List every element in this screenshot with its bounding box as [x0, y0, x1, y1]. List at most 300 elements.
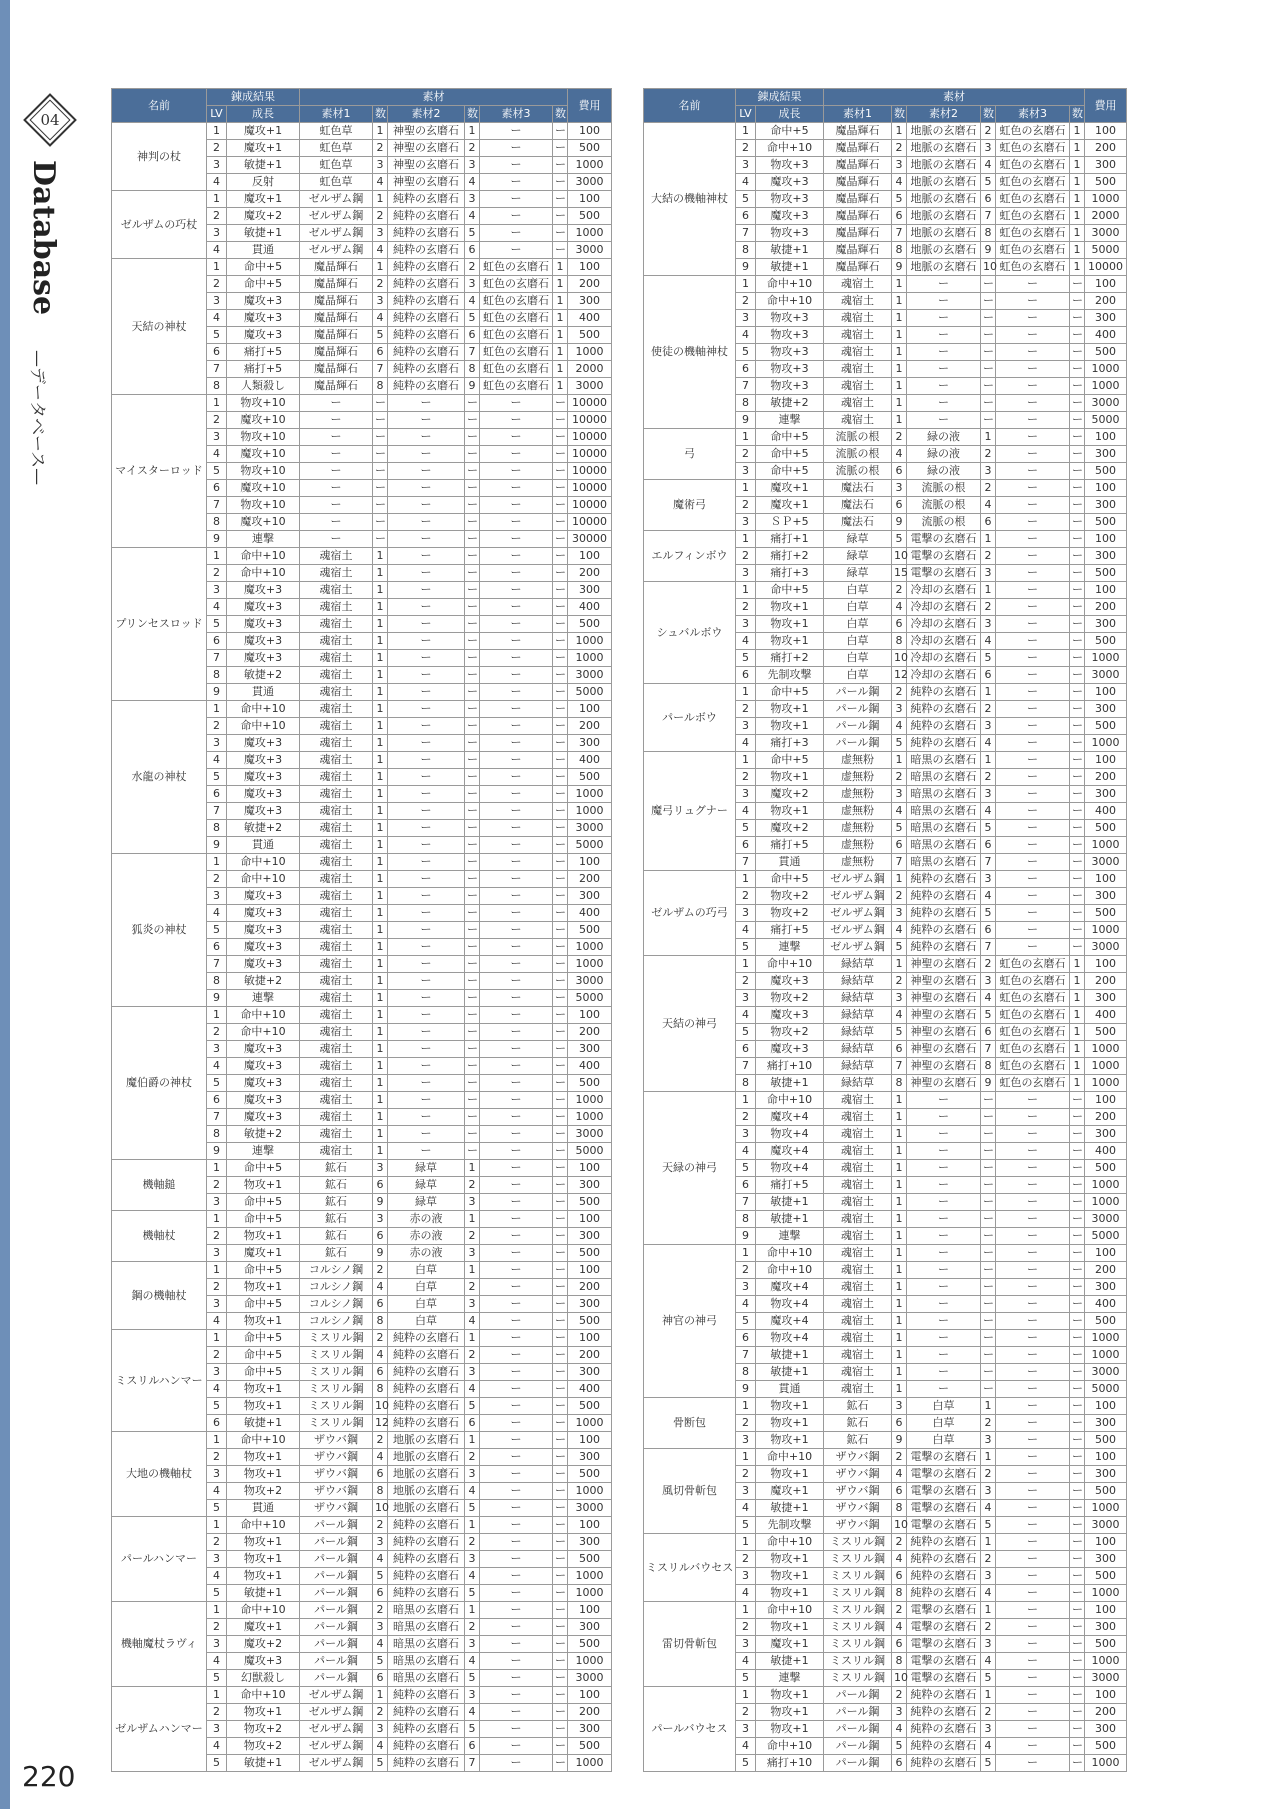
cell-count1: 6 — [892, 1041, 907, 1058]
cell-growth: 魔攻+10 — [227, 446, 300, 463]
cell-count1: 1 — [892, 276, 907, 293]
cell-material1: ゼルザム鋼 — [300, 242, 373, 259]
cell-cost: 200 — [568, 718, 612, 735]
cell-count1: 6 — [892, 1568, 907, 1585]
cell-material3: ー — [480, 191, 553, 208]
cell-count3: ー — [1070, 718, 1085, 735]
cell-material2: 地脈の玄磨石 — [388, 1466, 465, 1483]
cell-growth: 連撃 — [756, 1228, 824, 1245]
cell-cost: 500 — [1085, 1636, 1127, 1653]
cell-material1: コルシノ鋼 — [300, 1262, 373, 1279]
cell-lv: 4 — [736, 1143, 756, 1160]
cell-cost: 1000 — [568, 1755, 612, 1772]
cell-lv: 2 — [207, 1534, 227, 1551]
cell-cost: 400 — [568, 905, 612, 922]
cell-material3: ー — [480, 1143, 553, 1160]
cell-material2: 電撃の玄磨石 — [907, 531, 981, 548]
cell-count3: ー — [553, 1619, 568, 1636]
cell-material2: ー — [388, 1126, 465, 1143]
cell-material3: ー — [480, 973, 553, 990]
cell-count1: 1 — [892, 1245, 907, 1262]
cell-count3: ー — [553, 208, 568, 225]
cell-growth: 魔攻+4 — [756, 1313, 824, 1330]
cell-count1: 1 — [373, 1687, 388, 1704]
cell-count3: 1 — [553, 276, 568, 293]
cell-material1: 白草 — [824, 616, 892, 633]
cell-cost: 5000 — [1085, 242, 1127, 259]
cell-lv: 7 — [736, 854, 756, 871]
cell-material3: ー — [480, 1619, 553, 1636]
cell-cost: 400 — [568, 599, 612, 616]
cell-lv: 5 — [736, 1517, 756, 1534]
item-name: 魔伯爵の神杖 — [112, 1007, 207, 1160]
cell-count3: ー — [553, 871, 568, 888]
cell-material2: 純粋の玄磨石 — [388, 242, 465, 259]
cell-lv: 9 — [736, 412, 756, 429]
cell-count1: 10 — [892, 548, 907, 565]
cell-lv: 8 — [207, 973, 227, 990]
cell-count3: ー — [553, 1721, 568, 1738]
cell-count2: ー — [465, 633, 480, 650]
cell-cost: 300 — [1085, 497, 1127, 514]
cell-lv: 1 — [736, 1687, 756, 1704]
table-row — [644, 1245, 1127, 1262]
cell-lv: 8 — [736, 1211, 756, 1228]
cell-count2: 3 — [465, 1245, 480, 1262]
cell-growth: 魔攻+3 — [756, 973, 824, 990]
cell-count2: 8 — [981, 1058, 996, 1075]
cell-count1: 1 — [892, 1109, 907, 1126]
cell-material3: ー — [996, 667, 1070, 684]
cell-material1: 魂宿土 — [300, 1092, 373, 1109]
header-count: 数 — [553, 106, 568, 123]
cell-lv: 3 — [736, 718, 756, 735]
cell-material2: 暗黒の玄磨石 — [907, 837, 981, 854]
cell-count3: 1 — [1070, 174, 1085, 191]
cell-count2: ー — [465, 497, 480, 514]
cell-material2: 純粋の玄磨石 — [388, 310, 465, 327]
cell-count1: 4 — [373, 310, 388, 327]
cell-material3: ー — [996, 1330, 1070, 1347]
cell-count1: 5 — [373, 1755, 388, 1772]
cell-count1: 1 — [373, 1007, 388, 1024]
cell-count1: 8 — [373, 378, 388, 395]
cell-growth: 先制攻撃 — [756, 1517, 824, 1534]
cell-cost: 1000 — [568, 956, 612, 973]
cell-count3: ー — [553, 531, 568, 548]
cell-material1: 魂宿土 — [824, 1262, 892, 1279]
cell-material2: ー — [907, 1262, 981, 1279]
item-name: マイスターロッド — [112, 395, 207, 548]
cell-material1: 白草 — [824, 650, 892, 667]
cell-material2: 電撃の玄磨石 — [907, 1483, 981, 1500]
cell-count1: 1 — [373, 1024, 388, 1041]
cell-material1: 魔法石 — [824, 480, 892, 497]
cell-count1: 1 — [892, 752, 907, 769]
cell-material2: 冷却の玄磨石 — [907, 633, 981, 650]
cell-count2: ー — [465, 446, 480, 463]
cell-material2: 白草 — [388, 1262, 465, 1279]
cell-material2: 純粋の玄磨石 — [388, 191, 465, 208]
cell-growth: 魔攻+4 — [756, 1109, 824, 1126]
cell-count3: 1 — [1070, 1058, 1085, 1075]
cell-growth: 命中+5 — [756, 871, 824, 888]
cell-lv: 1 — [736, 480, 756, 497]
cell-material3: ー — [996, 1194, 1070, 1211]
cell-material1: 虚無粉 — [824, 820, 892, 837]
cell-cost: 200 — [1085, 140, 1127, 157]
header-mat3: 素材3 — [480, 106, 553, 123]
cell-material1: 魂宿土 — [824, 1211, 892, 1228]
cell-count1: 3 — [892, 905, 907, 922]
table-row — [112, 1330, 612, 1347]
cell-material3: ー — [996, 1109, 1070, 1126]
cell-growth: ＳＰ+5 — [756, 514, 824, 531]
cell-count1: 2 — [373, 1704, 388, 1721]
cell-lv: 2 — [207, 1449, 227, 1466]
cell-material3: ー — [996, 1551, 1070, 1568]
cell-count3: ー — [553, 854, 568, 871]
cell-lv: 3 — [207, 1364, 227, 1381]
cell-growth: 物攻+1 — [756, 1585, 824, 1602]
cell-material2: ー — [907, 1313, 981, 1330]
cell-cost: 200 — [568, 1347, 612, 1364]
cell-count3: ー — [1070, 1364, 1085, 1381]
cell-count1: 3 — [892, 1704, 907, 1721]
cell-count2: 3 — [981, 463, 996, 480]
cell-count2: 2 — [465, 1449, 480, 1466]
cell-count3: ー — [553, 1755, 568, 1772]
cell-growth: 人類殺し — [227, 378, 300, 395]
cell-material1: パール鋼 — [300, 1534, 373, 1551]
cell-count2: ー — [465, 1058, 480, 1075]
cell-growth: 物攻+1 — [756, 1551, 824, 1568]
cell-count3: ー — [553, 1160, 568, 1177]
cell-material3: ー — [480, 854, 553, 871]
cell-material3: ー — [480, 1449, 553, 1466]
cell-material1: 魂宿土 — [824, 1092, 892, 1109]
item-name: ミスリルバウセス — [644, 1534, 736, 1602]
cell-growth: 敏捷+1 — [227, 1585, 300, 1602]
cell-count2: 3 — [465, 276, 480, 293]
cell-count2: 3 — [981, 1483, 996, 1500]
cell-material2: 神聖の玄磨石 — [907, 1024, 981, 1041]
cell-material1: ミスリル鋼 — [824, 1670, 892, 1687]
cell-material1: 鉱石 — [300, 1245, 373, 1262]
cell-count3: ー — [553, 140, 568, 157]
cell-count3: ー — [1070, 667, 1085, 684]
cell-lv: 4 — [207, 446, 227, 463]
cell-count1: 1 — [373, 650, 388, 667]
cell-material2: 地脈の玄磨石 — [388, 1449, 465, 1466]
cell-material1: コルシノ鋼 — [300, 1296, 373, 1313]
cell-growth: 物攻+3 — [756, 310, 824, 327]
cell-growth: 貫通 — [227, 242, 300, 259]
cell-count3: ー — [553, 1347, 568, 1364]
cell-count2: ー — [981, 1092, 996, 1109]
cell-growth: 痛打+10 — [756, 1058, 824, 1075]
cell-count2: ー — [465, 905, 480, 922]
header-materials: 素材 — [300, 89, 568, 106]
cell-count2: ー — [465, 480, 480, 497]
cell-lv: 3 — [207, 293, 227, 310]
cell-growth: 物攻+1 — [756, 1466, 824, 1483]
cell-material3: ー — [996, 1279, 1070, 1296]
cell-count1: 3 — [373, 1534, 388, 1551]
cell-count2: ー — [465, 412, 480, 429]
cell-material3: ー — [480, 871, 553, 888]
cell-material2: 流脈の根 — [907, 480, 981, 497]
cell-material3: ー — [480, 752, 553, 769]
cell-cost: 100 — [568, 1007, 612, 1024]
cell-growth: 敏捷+1 — [756, 1211, 824, 1228]
cell-growth: 物攻+3 — [756, 157, 824, 174]
cell-count2: 2 — [981, 599, 996, 616]
cell-lv: 2 — [736, 599, 756, 616]
cell-growth: 命中+10 — [227, 1517, 300, 1534]
cell-material3: 虹色の玄磨石 — [996, 1058, 1070, 1075]
cell-count2: ー — [981, 1262, 996, 1279]
cell-material1: ー — [300, 412, 373, 429]
cell-count3: ー — [553, 599, 568, 616]
cell-material2: ー — [907, 1194, 981, 1211]
table-row — [644, 1534, 1127, 1551]
cell-material1: ゼルザム鋼 — [300, 1721, 373, 1738]
cell-cost: 300 — [1085, 1551, 1127, 1568]
cell-count3: ー — [1070, 1381, 1085, 1398]
cell-growth: 物攻+1 — [227, 1313, 300, 1330]
cell-lv: 5 — [736, 191, 756, 208]
cell-count1: 6 — [373, 344, 388, 361]
cell-cost: 1000 — [568, 157, 612, 174]
cell-count3: ー — [553, 1041, 568, 1058]
cell-cost: 100 — [1085, 684, 1127, 701]
cell-material2: 神聖の玄磨石 — [388, 123, 465, 140]
cell-growth: 魔攻+3 — [756, 174, 824, 191]
cell-lv: 6 — [207, 786, 227, 803]
cell-lv: 2 — [207, 208, 227, 225]
table-row — [112, 395, 612, 412]
cell-material3: 虹色の玄磨石 — [996, 1007, 1070, 1024]
cell-lv: 4 — [207, 752, 227, 769]
cell-count2: 3 — [465, 1364, 480, 1381]
item-name: パールボウ — [644, 684, 736, 752]
cell-material2: ー — [907, 1160, 981, 1177]
cell-count3: ー — [1070, 905, 1085, 922]
cell-cost: 300 — [568, 735, 612, 752]
cell-count2: 5 — [981, 1755, 996, 1772]
cell-material1: ミスリル鋼 — [824, 1653, 892, 1670]
cell-material1: 流脈の根 — [824, 429, 892, 446]
cell-growth: 物攻+1 — [227, 1449, 300, 1466]
cell-material3: ー — [996, 1381, 1070, 1398]
cell-lv: 3 — [736, 786, 756, 803]
cell-material2: 純粋の玄磨石 — [388, 225, 465, 242]
cell-cost: 300 — [1085, 1619, 1127, 1636]
cell-count1: 6 — [892, 837, 907, 854]
cell-material2: ー — [907, 1364, 981, 1381]
cell-material3: ー — [480, 225, 553, 242]
cell-count2: ー — [981, 1160, 996, 1177]
cell-growth: 命中+5 — [227, 1347, 300, 1364]
cell-growth: 魔攻+10 — [227, 480, 300, 497]
cell-count1: 5 — [892, 939, 907, 956]
cell-material1: 魂宿土 — [824, 344, 892, 361]
cell-lv: 3 — [207, 888, 227, 905]
cell-material3: ー — [480, 1194, 553, 1211]
cell-count1: 8 — [892, 1653, 907, 1670]
cell-count3: ー — [1070, 1398, 1085, 1415]
cell-count1: 7 — [892, 854, 907, 871]
cell-cost: 100 — [1085, 1687, 1127, 1704]
cell-material1: 魔晶輝石 — [300, 344, 373, 361]
cell-cost: 500 — [568, 922, 612, 939]
cell-material1: ザウバ鋼 — [300, 1483, 373, 1500]
cell-material2: ー — [388, 1007, 465, 1024]
cell-count1: 3 — [892, 701, 907, 718]
cell-count1: 1 — [373, 888, 388, 905]
item-name: ゼルザムハンマー — [112, 1687, 207, 1772]
cell-count1: 10 — [373, 1398, 388, 1415]
cell-lv: 4 — [207, 174, 227, 191]
cell-material3: ー — [480, 956, 553, 973]
cell-count3: 1 — [553, 310, 568, 327]
cell-material3: ー — [996, 1670, 1070, 1687]
cell-count1: 1 — [373, 616, 388, 633]
cell-growth: 命中+10 — [227, 565, 300, 582]
header-growth: 成長 — [227, 106, 300, 123]
cell-count1: 1 — [892, 1228, 907, 1245]
cell-material2: ー — [388, 667, 465, 684]
cell-cost: 100 — [568, 123, 612, 140]
cell-lv: 2 — [736, 769, 756, 786]
cell-material1: 魂宿土 — [300, 1109, 373, 1126]
cell-material1: ゼルザム鋼 — [300, 1704, 373, 1721]
cell-count1: 2 — [892, 582, 907, 599]
cell-cost: 3000 — [568, 174, 612, 191]
section-title: Database — [26, 160, 61, 316]
cell-lv: 3 — [736, 1483, 756, 1500]
cell-growth: 敏捷+2 — [227, 973, 300, 990]
cell-material3: ー — [480, 1755, 553, 1772]
cell-material1: パール鋼 — [824, 1755, 892, 1772]
cell-count3: ー — [1070, 786, 1085, 803]
cell-count3: ー — [1070, 1313, 1085, 1330]
cell-count1: 3 — [373, 1721, 388, 1738]
cell-material2: 暗黒の玄磨石 — [907, 786, 981, 803]
cell-count1: 8 — [892, 1500, 907, 1517]
cell-count2: 4 — [465, 1568, 480, 1585]
cell-material3: ー — [996, 1296, 1070, 1313]
cell-count3: ー — [1070, 701, 1085, 718]
cell-material2: ー — [388, 633, 465, 650]
cell-growth: 敏捷+1 — [756, 1075, 824, 1092]
cell-count2: 3 — [465, 1194, 480, 1211]
cell-count2: 5 — [981, 1517, 996, 1534]
cell-material3: ー — [480, 565, 553, 582]
cell-cost: 1000 — [568, 1585, 612, 1602]
cell-material1: パール鋼 — [300, 1602, 373, 1619]
cell-material1: 魂宿土 — [300, 667, 373, 684]
cell-lv: 3 — [736, 514, 756, 531]
cell-material3: ー — [996, 1313, 1070, 1330]
cell-count2: 7 — [465, 1755, 480, 1772]
cell-count3: ー — [553, 191, 568, 208]
cell-count3: ー — [1070, 1653, 1085, 1670]
cell-lv: 3 — [736, 1721, 756, 1738]
cell-count1: 2 — [892, 1534, 907, 1551]
cell-count2: 4 — [981, 633, 996, 650]
cell-material3: ー — [480, 174, 553, 191]
cell-count2: ー — [981, 1143, 996, 1160]
cell-material2: ー — [388, 735, 465, 752]
cell-material1: ー — [300, 395, 373, 412]
cell-material3: ー — [480, 1109, 553, 1126]
cell-count1: 4 — [892, 718, 907, 735]
cell-lv: 2 — [207, 1177, 227, 1194]
cell-lv: 5 — [736, 1024, 756, 1041]
cell-cost: 10000 — [568, 497, 612, 514]
cell-cost: 100 — [1085, 956, 1127, 973]
cell-count3: ー — [1070, 616, 1085, 633]
cell-count3: ー — [553, 1330, 568, 1347]
cell-count3: ー — [553, 1296, 568, 1313]
cell-count3: ー — [553, 786, 568, 803]
cell-count1: 8 — [373, 1483, 388, 1500]
cell-lv: 1 — [736, 276, 756, 293]
cell-cost: 400 — [1085, 1296, 1127, 1313]
cell-lv: 4 — [207, 1568, 227, 1585]
cell-material2: ー — [388, 1143, 465, 1160]
cell-lv: 7 — [207, 803, 227, 820]
cell-growth: 敏捷+1 — [756, 1194, 824, 1211]
cell-material1: 緑結草 — [824, 973, 892, 990]
cell-count2: ー — [981, 293, 996, 310]
cell-lv: 8 — [207, 667, 227, 684]
cell-count2: 6 — [981, 922, 996, 939]
cell-material1: 魂宿土 — [300, 650, 373, 667]
cell-cost: 300 — [1085, 446, 1127, 463]
cell-growth: 魔攻+1 — [756, 480, 824, 497]
cell-material2: ー — [388, 973, 465, 990]
cell-count3: ー — [1070, 1636, 1085, 1653]
cell-count2: 4 — [465, 1704, 480, 1721]
cell-growth: 貫通 — [227, 837, 300, 854]
cell-material2: ー — [388, 803, 465, 820]
cell-material2: ー — [388, 582, 465, 599]
cell-material3: ー — [480, 701, 553, 718]
cell-count2: 1 — [465, 1330, 480, 1347]
cell-material1: 魔晶輝石 — [300, 361, 373, 378]
left-data-table — [111, 88, 612, 1772]
table-row — [644, 1092, 1127, 1109]
cell-lv: 1 — [207, 395, 227, 412]
cell-material3: ー — [996, 820, 1070, 837]
cell-count2: 3 — [981, 973, 996, 990]
section-badge — [20, 90, 80, 150]
cell-material1: ゼルザム鋼 — [824, 905, 892, 922]
cell-count3: ー — [1070, 548, 1085, 565]
cell-material1: ミスリル鋼 — [824, 1551, 892, 1568]
cell-material2: 流脈の根 — [907, 497, 981, 514]
cell-lv: 7 — [736, 378, 756, 395]
cell-growth: 魔攻+2 — [756, 820, 824, 837]
cell-growth: 敏捷+1 — [756, 242, 824, 259]
cell-material3: ー — [480, 1398, 553, 1415]
cell-count3: ー — [553, 225, 568, 242]
cell-material2: 電撃の玄磨石 — [907, 1619, 981, 1636]
cell-material2: ー — [388, 854, 465, 871]
